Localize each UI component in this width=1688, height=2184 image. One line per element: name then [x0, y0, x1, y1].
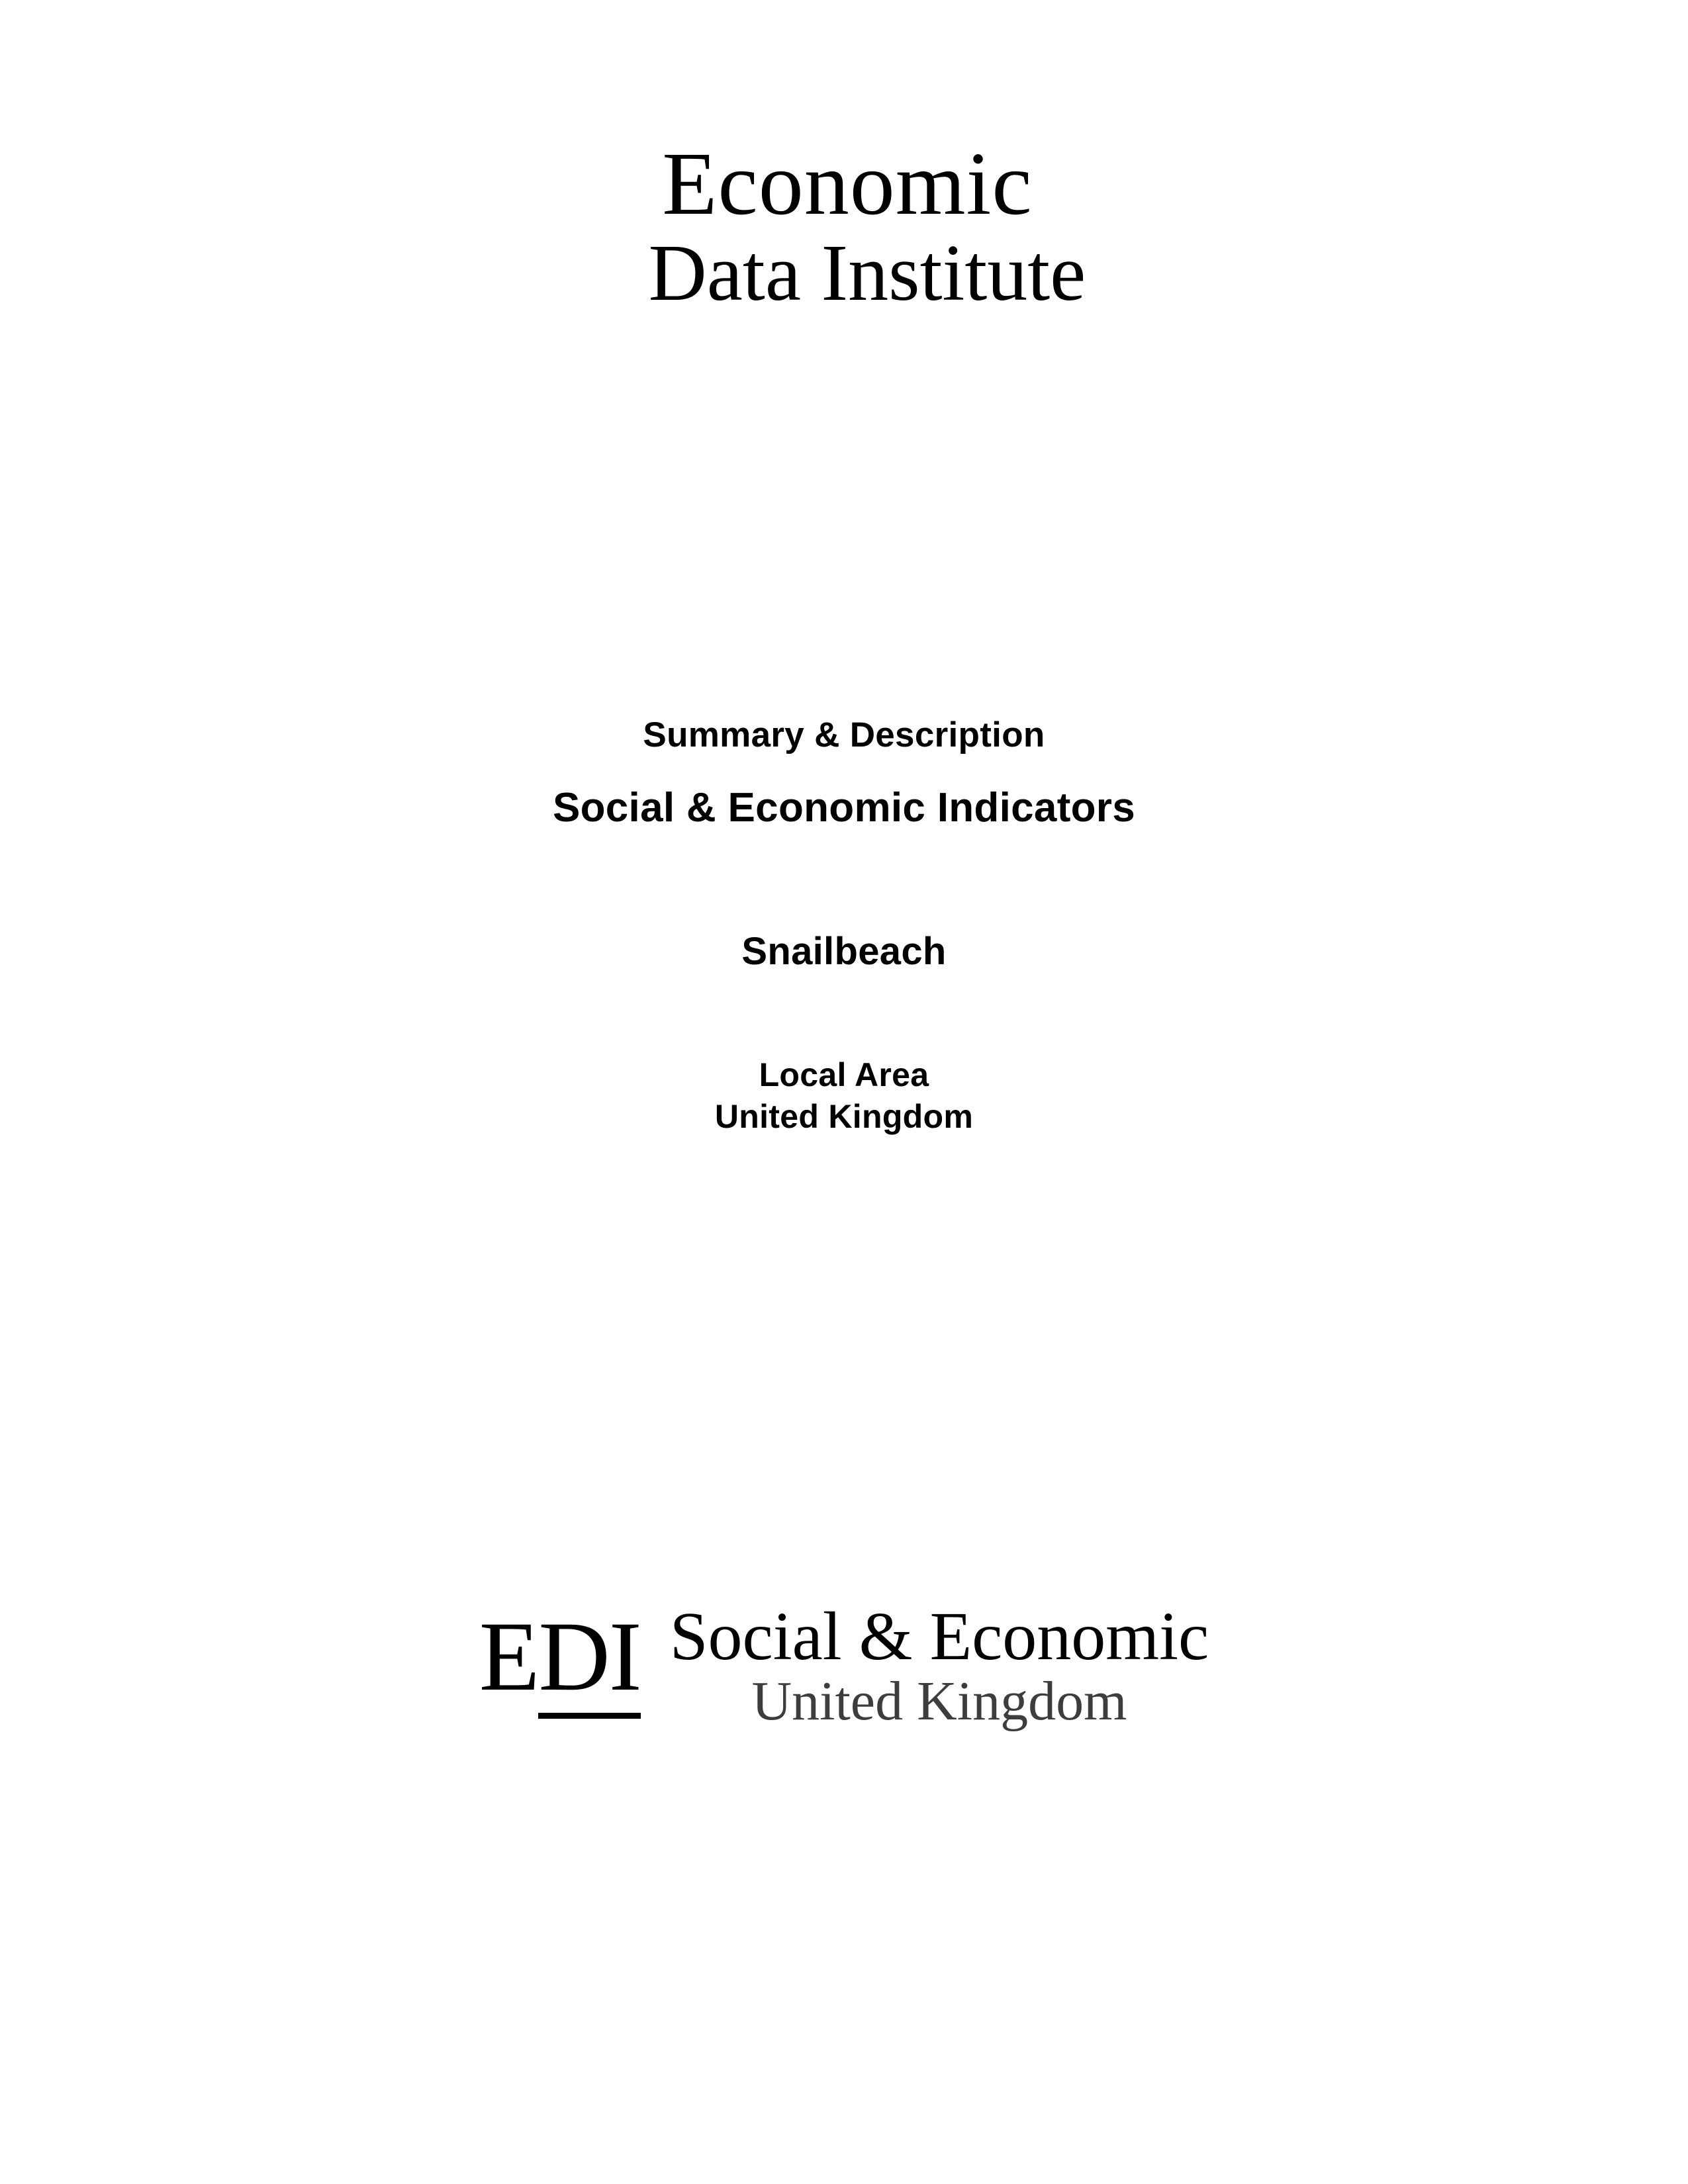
edi-acronym-di: DI	[538, 1602, 640, 1719]
edi-wordmark	[669, 1598, 1209, 1733]
edi-wordmark-line-1: Social & Economic	[669, 1598, 1209, 1674]
edi-acronym-e: E	[479, 1602, 539, 1711]
cover-title-block	[0, 715, 1688, 1137]
publisher-logo-line-2: Data Institute	[648, 228, 1086, 318]
document-subtitle: Summary & Description	[643, 715, 1045, 754]
document-title: Social & Economic Indicators	[552, 785, 1136, 831]
area-level-label: Local Area	[759, 1056, 929, 1093]
area-name: Snailbeach	[741, 930, 947, 973]
edi-acronym	[479, 1602, 641, 1711]
publisher-logo-line-1: Economic	[662, 134, 1033, 234]
area-level	[0, 1054, 1688, 1137]
country-label: United Kingdom	[714, 1097, 974, 1135]
edi-footer-logo	[0, 1598, 1688, 1733]
edi-wordmark-line-2: United Kingdom	[751, 1670, 1127, 1733]
publisher-logo	[0, 134, 1688, 318]
